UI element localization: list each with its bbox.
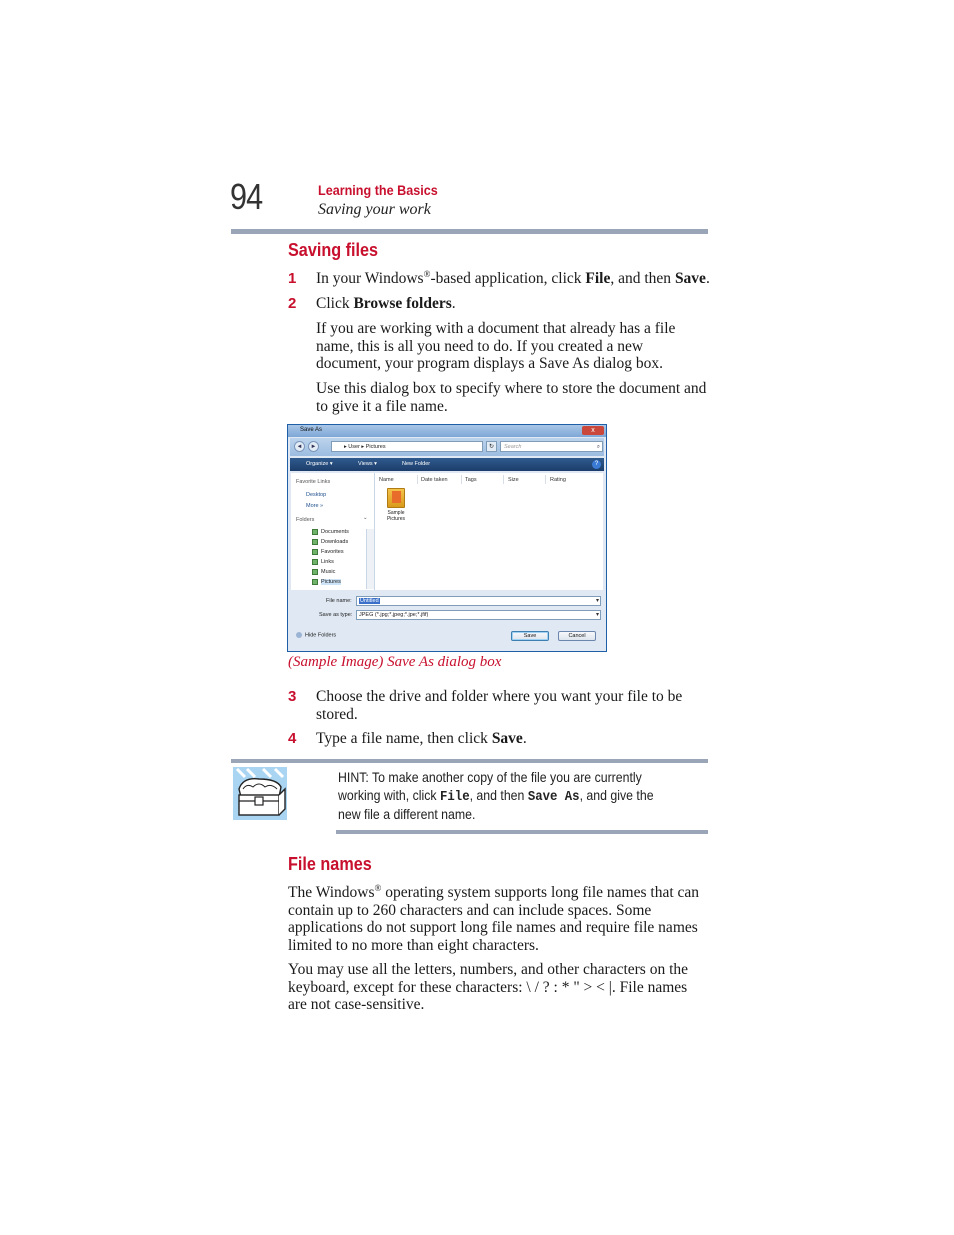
folder-item[interactable]: Downloads (321, 539, 348, 545)
step-1-text: In your Windows®-based application, click File, and then Save. (316, 268, 710, 287)
dropdown-arrow-icon[interactable]: ▾ (595, 598, 599, 604)
saving-files-heading: Saving files (288, 240, 379, 260)
file-name-input[interactable]: Untitled ▾ (356, 596, 601, 606)
save-as-dialog-screenshot (287, 424, 607, 652)
hint-text: HINT: To make another copy of the file you are currently working with, click File, and then Save As, and give the new file a different name. (338, 769, 654, 822)
nav-link-desktop[interactable]: Desktop (306, 492, 327, 498)
close-icon[interactable]: x (582, 426, 604, 435)
dropdown-arrow-icon[interactable]: ▾ (595, 612, 599, 618)
folder-item[interactable]: Music (321, 569, 335, 575)
favorite-links-label: Favorite Links (296, 479, 331, 485)
forward-arrow-icon[interactable]: ► (308, 441, 319, 452)
search-input[interactable]: Search ⌕ (500, 441, 603, 452)
column-header-tags[interactable]: Tags (465, 477, 477, 483)
treasure-chest-icon (233, 767, 287, 820)
file-name-label: File name: (326, 598, 352, 604)
folder-icon (312, 549, 318, 555)
folder-icon (312, 539, 318, 545)
folder-icon (312, 529, 318, 535)
step-4-text: Type a file name, then click Save. (316, 730, 527, 747)
file-names-heading: File names (288, 854, 372, 874)
column-separator (503, 475, 504, 484)
address-input[interactable]: ▸ User ▸ Pictures (331, 441, 483, 452)
step-number: 3 (288, 688, 297, 705)
column-separator (545, 475, 546, 484)
navigation-pane (291, 473, 375, 590)
step-3-text: Choose the drive and folder where you want your file to be stored. (316, 688, 683, 723)
step-number: 1 (288, 270, 297, 287)
folder-item[interactable]: Documents (321, 529, 349, 535)
folder-label[interactable]: Sample Pictures (386, 510, 406, 522)
dialog-toolbar (290, 458, 604, 471)
collapse-icon (296, 632, 302, 638)
folder-icon (312, 559, 318, 565)
paragraph: You may use all the letters, numbers, and other characters on the keyboard, except for these characters: \ / ? : * " > < |. File names are not case-sensitive. (288, 961, 689, 1013)
save-as-type-label: Save as type: (319, 612, 353, 618)
paragraph: The Windows® operating system supports long file names that can contain up to 260 characters and can include spaces. Some applications do not support long file names and require file names limited to no more than eight characters. (288, 882, 700, 954)
pictures-folder-icon[interactable] (387, 488, 405, 508)
chapter-title: Learning the Basics (318, 182, 438, 198)
column-header-date-taken[interactable]: Date taken (421, 477, 448, 483)
save-button[interactable]: Save (511, 631, 549, 641)
folder-item[interactable]: Links (321, 559, 334, 565)
folder-item-selected[interactable]: Pictures (321, 579, 341, 585)
dialog-title: Save As (300, 427, 323, 433)
file-list-pane (375, 473, 603, 590)
folders-label[interactable]: Folders (296, 517, 315, 523)
hide-folders-toggle[interactable]: Hide Folders (296, 632, 336, 638)
cancel-button[interactable]: Cancel (558, 631, 596, 641)
folder-icon (312, 569, 318, 575)
folder-icon (312, 579, 318, 585)
back-arrow-icon[interactable]: ◄ (294, 441, 305, 452)
views-menu[interactable]: Views ▾ (358, 461, 377, 467)
page-number: 94 (230, 176, 263, 217)
chevron-down-icon[interactable]: ⌄ (363, 515, 368, 521)
step-2-text: Click Browse folders. (316, 295, 456, 312)
hint-bottom-rule (336, 830, 708, 834)
folder-item[interactable]: Favorites (321, 549, 344, 555)
paragraph: If you are working with a document that already has a file name, this is all you need to do. If you created a new document, your program displays a Save As dialog box. (316, 320, 676, 372)
column-separator (461, 475, 462, 484)
treasure-chest-icon (233, 767, 287, 820)
search-icon: ⌕ (596, 444, 600, 450)
new-folder-button[interactable]: New Folder (402, 461, 431, 467)
column-separator (417, 475, 418, 484)
help-icon[interactable]: ? (592, 460, 601, 469)
column-header-name[interactable]: Name (379, 477, 394, 483)
figure-caption: (Sample Image) Save As dialog box (288, 654, 502, 670)
folder-scrollbar[interactable] (366, 529, 374, 589)
section-title: Saving your work (318, 201, 431, 218)
column-header-rating[interactable]: Rating (550, 477, 566, 483)
address-bar (290, 438, 604, 456)
save-as-type-select[interactable]: JPEG (*.jpg;*.jpeg;*.jpe;*.jfif) ▾ (356, 610, 601, 620)
organize-menu[interactable]: Organize ▾ (306, 461, 333, 467)
paragraph: Use this dialog box to specify where to store the document and to give it a file name. (316, 380, 707, 415)
dialog-footer (290, 591, 604, 649)
refresh-icon[interactable]: ↻ (486, 441, 497, 452)
hint-top-rule (231, 759, 708, 763)
step-number: 2 (288, 295, 297, 312)
column-header-size[interactable]: Size (508, 477, 519, 483)
header-rule (231, 229, 708, 234)
nav-link-more[interactable]: More » (306, 503, 324, 509)
step-number: 4 (288, 730, 297, 747)
dialog-title-bar (288, 425, 606, 437)
